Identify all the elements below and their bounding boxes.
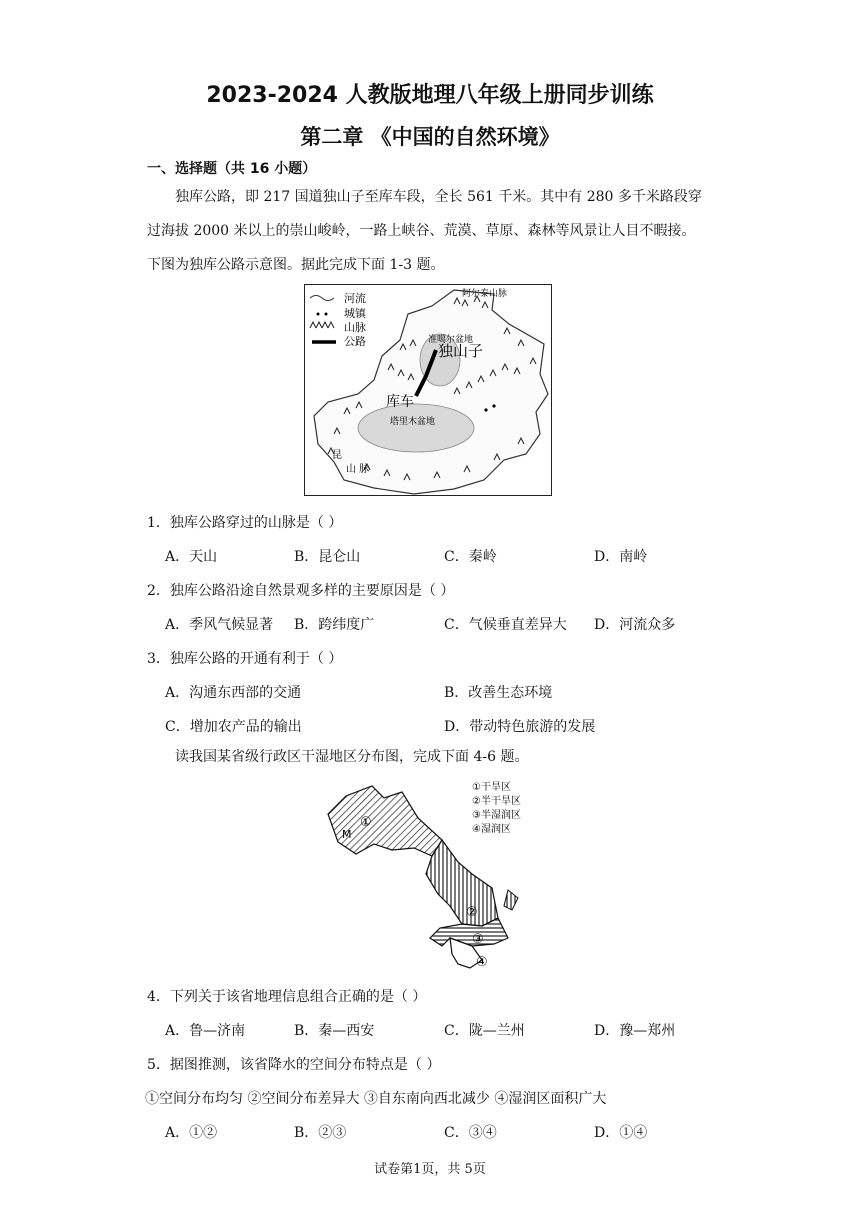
q1-option-d[interactable]: D．南岭 bbox=[594, 549, 648, 565]
legend-river: 河流 bbox=[344, 292, 366, 305]
label-zone-2: ② bbox=[466, 905, 478, 920]
question-3-stem: 3．独库公路的开通有利于（ ） bbox=[147, 651, 343, 667]
q4-option-b[interactable]: B．秦—西安 bbox=[294, 1023, 375, 1039]
legend-humid: ④湿润区 bbox=[472, 824, 511, 835]
legend-arid: ①干旱区 bbox=[472, 782, 511, 793]
chapter-title: 第二章 《中国的自然环境》 bbox=[300, 125, 560, 149]
label-dushanzi: 独山子 bbox=[438, 342, 484, 360]
q3-option-b[interactable]: B．改善生态环境 bbox=[444, 685, 553, 701]
q2-option-a[interactable]: A．季风气候显著 bbox=[165, 617, 274, 633]
page-footer: 试卷第1页，共 5页 bbox=[374, 1162, 486, 1177]
question-1-stem: 1．独库公路穿过的山脉是（ ） bbox=[147, 515, 343, 531]
q4-option-d[interactable]: D．豫—郑州 bbox=[594, 1023, 676, 1039]
legend-semi-arid: ②半干旱区 bbox=[472, 796, 521, 807]
province-map-figure bbox=[322, 778, 552, 974]
xinjiang-map-figure bbox=[304, 284, 552, 496]
legend-town: 城镇 bbox=[344, 307, 366, 320]
province-map bbox=[322, 778, 552, 974]
q5-option-d[interactable]: D．①④ bbox=[594, 1125, 648, 1141]
q5-option-c[interactable]: C．③④ bbox=[444, 1125, 497, 1141]
legend-road: 公路 bbox=[344, 335, 366, 348]
label-kuche: 库车 bbox=[386, 394, 414, 410]
label-zone-1: ① bbox=[360, 815, 372, 830]
label-kunlun-a: 昆 bbox=[332, 450, 342, 461]
q1-option-a[interactable]: A．天山 bbox=[165, 549, 218, 565]
q3-option-d[interactable]: D．带动特色旅游的发展 bbox=[444, 719, 596, 735]
passage-1-line-2: 过海拔 2000 米以上的崇山峻岭，一路上峡谷、荒漠、草原、森林等风景让人目不暇接。 bbox=[147, 223, 696, 239]
legend-mountain: 山脉 bbox=[344, 321, 366, 334]
passage-1 bbox=[147, 180, 727, 282]
q2-option-d[interactable]: D．河流众多 bbox=[594, 617, 676, 633]
label-zone-3: ③ bbox=[472, 932, 484, 947]
question-2-stem: 2．独库公路沿途自然景观多样的主要原因是（ ） bbox=[147, 583, 455, 599]
label-altai: 阿尔泰山脉 bbox=[462, 289, 508, 299]
label-kunlun-b: 山 脉 bbox=[346, 464, 370, 475]
q2-option-c[interactable]: C．气候垂直差异大 bbox=[444, 617, 567, 633]
q3-option-a[interactable]: A．沟通东西部的交通 bbox=[165, 685, 302, 701]
section-heading: 一、选择题（共 16 小题） bbox=[147, 161, 317, 177]
xinjiang-map bbox=[304, 284, 552, 496]
q4-option-a[interactable]: A．鲁—济南 bbox=[165, 1023, 246, 1039]
question-5-stem: 5．据图推测，该省降水的空间分布特点是（ ） bbox=[147, 1057, 441, 1073]
q2-option-b[interactable]: B．跨纬度广 bbox=[294, 617, 375, 633]
q1-option-c[interactable]: C．秦岭 bbox=[444, 549, 497, 565]
label-m: M bbox=[342, 828, 352, 841]
q5-option-a[interactable]: A．①② bbox=[165, 1125, 218, 1141]
label-tarim: 塔里木盆地 bbox=[390, 417, 436, 427]
question-5-statements: ①空间分布均匀 ②空间分布差异大 ③自东南向西北减少 ④湿润区面积广大 bbox=[145, 1091, 607, 1107]
passage-1-line-1: 独库公路，即 217 国道独山子至库车段，全长 561 千米。其中有 280 多千米路段穿 bbox=[175, 189, 702, 205]
passage-2: 读我国某省级行政区干湿地区分布图，完成下面 4-6 题。 bbox=[175, 749, 529, 765]
label-zone-4: ④ bbox=[476, 955, 488, 970]
label-junggar: 准噶尔盆地 bbox=[428, 335, 474, 345]
page-title: 2023-2024 人教版地理八年级上册同步训练 bbox=[206, 83, 654, 108]
q1-option-b[interactable]: B．昆仑山 bbox=[294, 549, 361, 565]
q5-option-b[interactable]: B．②③ bbox=[294, 1125, 347, 1141]
passage-1-line-3: 下图为独库公路示意图。据此完成下面 1-3 题。 bbox=[147, 257, 445, 273]
q4-option-c[interactable]: C．陇—兰州 bbox=[444, 1023, 525, 1039]
q3-option-c[interactable]: C．增加农产品的输出 bbox=[165, 719, 302, 735]
question-4-stem: 4．下列关于该省地理信息组合正确的是（ ） bbox=[147, 989, 427, 1005]
legend-semi-humid: ③半湿润区 bbox=[472, 810, 521, 821]
